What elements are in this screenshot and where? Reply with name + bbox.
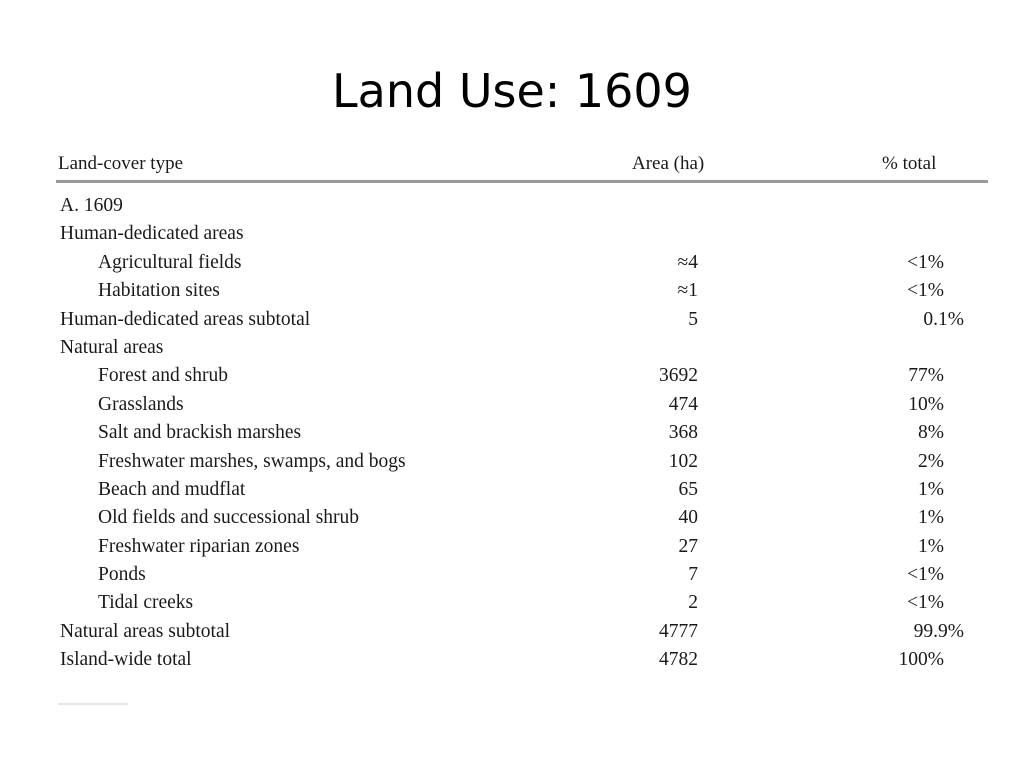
table-row <box>56 193 988 221</box>
row-percent-value: 10% <box>908 393 944 415</box>
table-header <box>56 150 988 183</box>
row-label: Agricultural fields <box>98 251 242 273</box>
row-label: Beach and mudflat <box>98 478 246 500</box>
row-percent-value: 1% <box>918 478 944 500</box>
table-row <box>56 420 988 448</box>
table-row <box>56 562 988 590</box>
table-row <box>56 505 988 533</box>
row-area-value: 3692 <box>659 365 698 387</box>
slide-title: Land Use: 1609 <box>332 64 692 118</box>
row-label: Freshwater marshes, swamps, and bogs <box>98 450 406 472</box>
row-percent-value: 100% <box>898 649 944 671</box>
row-area-value: ≈4 <box>677 251 698 273</box>
row-percent-value: <1% <box>907 251 944 273</box>
row-area-value: 7 <box>688 564 698 586</box>
row-area-value: 27 <box>678 535 698 557</box>
row-percent-value: <1% <box>907 564 944 586</box>
table-row <box>56 335 988 363</box>
row-label: Ponds <box>98 564 146 586</box>
row-percent-value: 0.1% <box>923 308 964 330</box>
table-row <box>56 392 988 420</box>
table-row <box>56 307 988 335</box>
row-area-value: 4777 <box>659 620 698 642</box>
row-label: Human-dedicated areas <box>60 223 244 245</box>
row-area-value: 2 <box>688 592 698 614</box>
land-cover-table <box>56 150 988 676</box>
row-percent-value: <1% <box>907 592 944 614</box>
row-area-value: 102 <box>668 450 698 472</box>
column-header-area: Area (ha) <box>632 153 705 174</box>
table-row <box>56 449 988 477</box>
table-row <box>56 363 988 391</box>
row-percent-value: 1% <box>918 507 944 529</box>
row-percent-value: <1% <box>907 280 944 302</box>
table-row <box>56 590 988 618</box>
row-label: Tidal creeks <box>98 592 194 614</box>
row-label: Freshwater riparian zones <box>98 535 300 557</box>
table-row <box>56 278 988 306</box>
row-label: Grasslands <box>98 393 184 415</box>
row-area-value: 474 <box>668 393 698 415</box>
row-area-value: ≈1 <box>677 280 698 302</box>
row-area-value: 40 <box>678 507 698 529</box>
column-header-land-cover-type: Land-cover type <box>58 153 184 174</box>
table-row <box>56 221 988 249</box>
row-area-value: 368 <box>668 422 698 444</box>
row-label: Island-wide total <box>60 649 192 671</box>
column-header-percent-total: % total <box>882 153 937 174</box>
table-row <box>56 619 988 647</box>
row-percent-value: 1% <box>918 535 944 557</box>
row-label: A. 1609 <box>60 195 123 216</box>
row-area-value: 5 <box>688 308 698 330</box>
table-row <box>56 250 988 278</box>
row-percent-value: 77% <box>908 365 944 387</box>
row-percent-value: 8% <box>918 422 944 444</box>
row-percent-value: 99.9% <box>913 620 964 642</box>
row-label: Forest and shrub <box>98 365 228 387</box>
row-label: Human-dedicated areas subtotal <box>60 308 311 330</box>
footer-mark <box>58 703 128 705</box>
row-label: Salt and brackish marshes <box>98 422 302 444</box>
table-row <box>56 477 988 505</box>
row-label: Old fields and successional shrub <box>98 507 360 529</box>
row-label: Natural areas <box>60 336 164 358</box>
row-label: Natural areas subtotal <box>60 620 231 642</box>
row-label: Habitation sites <box>98 280 220 302</box>
row-area-value: 65 <box>678 478 698 500</box>
table-row <box>56 647 988 675</box>
row-area-value: 4782 <box>659 649 698 671</box>
row-percent-value: 2% <box>918 450 944 472</box>
table-body <box>56 183 988 676</box>
table-row <box>56 534 988 562</box>
